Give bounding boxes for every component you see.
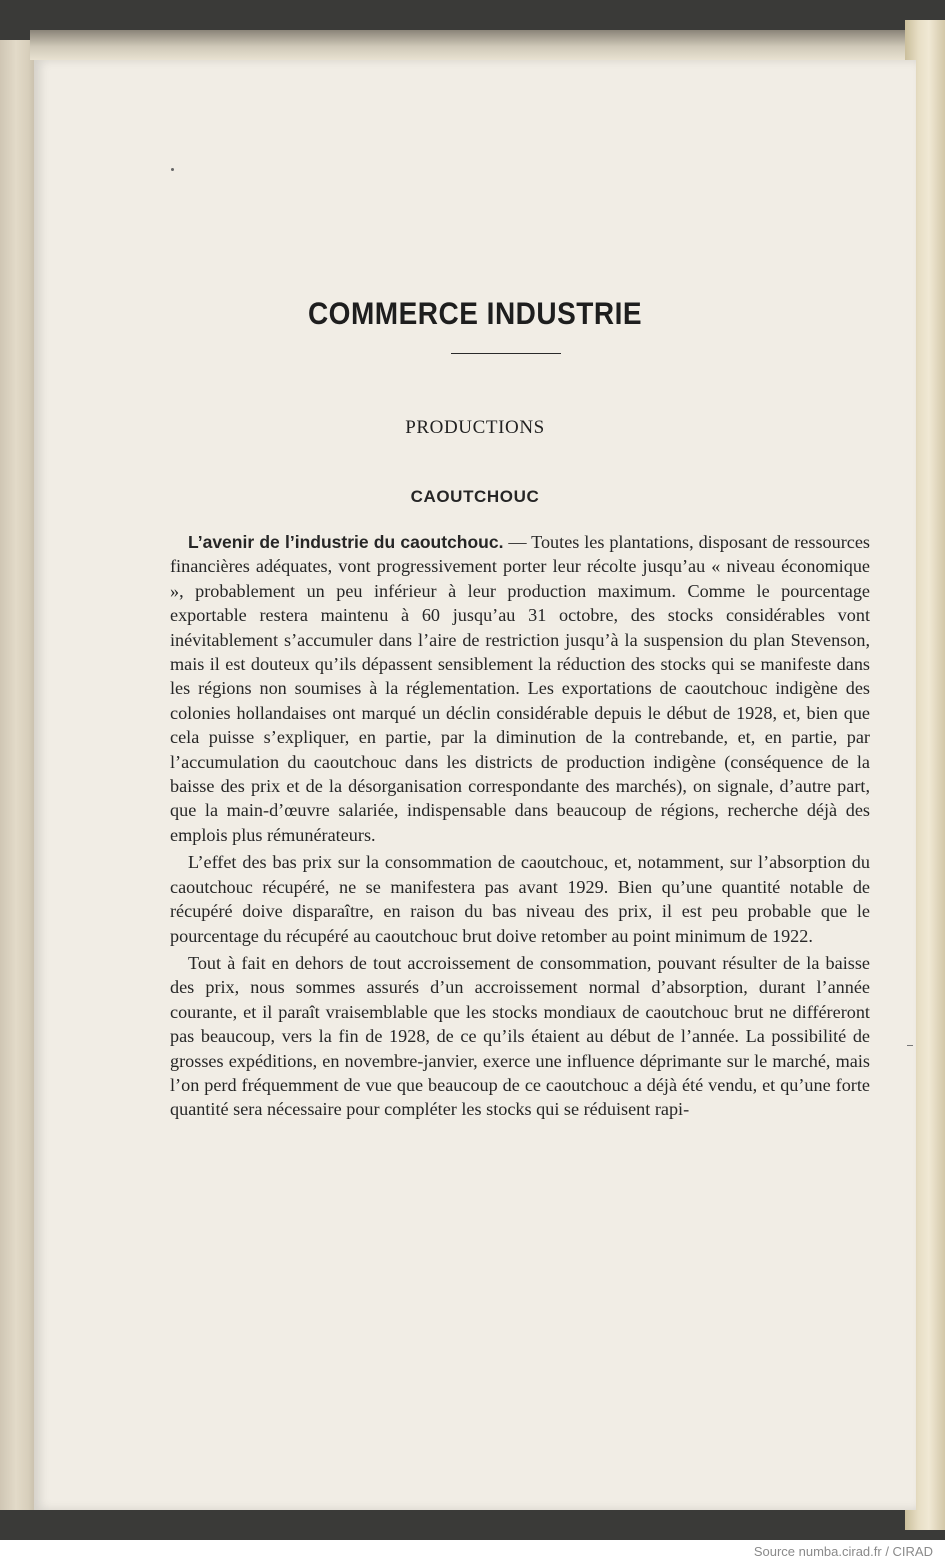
source-credit: Source numba.cirad.fr / CIRAD [753, 1544, 933, 1559]
scanned-page [34, 60, 916, 1510]
speck-mark [171, 168, 174, 171]
margin-mark [907, 1045, 913, 1046]
title-divider [451, 353, 561, 354]
subsection-heading: CAOUTCHOUC [410, 487, 540, 506]
paragraph-1-text: — Toutes les plantations, disposant de ressources financières adéquates, vont progressivement porter leur récolte jusqu’au « niveau économique », probablement un peu inférieur à leur production maximum. Comme le pourcentage exportable restera maintenu à 60 jusqu’au 31 octobre, des stocks considérables vont inévitablement s’accumuler dans l’aire de restriction jusqu’à la suspension du plan Stevenson, mais il est douteux qu’ils dépassent sensiblement la réduction des stocks qui se manifeste dans les régions non soumises à la réglementation. Les exportations de caoutchouc indigène des colonies hollandaises ont marqué un déclin considérable depuis le début de 1928, et, bien que cela puisse s’expliquer, en partie, par la diminution de la contrebande, et, en partie, par l’accumulation du caoutchouc dans les districts de production indigène (conséquence de la baisse des prix et de la désorganisation correspondante des marchés), on signale, d’autre part, que la main-d’œuvre salariée, indispensable dans beaucoup de régions, recherche déjà des emplois plus rémunérateurs. [170, 532, 870, 845]
paragraph-2: L’effet des bas prix sur la consommation de caoutchouc, et, notamment, sur l’absorption du caoutchouc récupéré, ne se manifestera pas avant 1929. Bien qu’une quantité notable de récupéré doive disparaître, en raison du bas niveau des prix, il est peu probable que le pourcentage du récupéré au caoutchouc brut doive retomber au point minimum de 1922. [170, 852, 870, 946]
book-top-edge [30, 30, 910, 60]
article-body [170, 530, 870, 1125]
section-heading: PRODUCTIONS [405, 417, 545, 438]
page-title: COMMERCE INDUSTRIE [307, 296, 643, 331]
paragraph-3: Tout à fait en dehors de tout accroissement de consommation, pouvant résulter de la baisse des prix, nous sommes assurés d’un accroissement normal d’absorption, durant l’année courante, et il paraît vraisemblable que les stocks mondiaux de caoutchouc brut ne différeront pas beaucoup, vers la fin de 1928, de ce qu’ils étaient au début de l’année. La possibilité de grosses expéditions, en novembre-janvier, exerce une influence déprimante sur le marché, mais l’on perd fréquemment de vue que beaucoup de ce caoutchouc a déjà été vendu, et qu’une forte quantité sera nécessaire pour compléter les stocks qui se réduisent rapi- [170, 952, 870, 1120]
paragraph-lead: L’avenir de l’industrie du caoutchouc. [188, 532, 504, 552]
paragraph-1 [170, 530, 870, 847]
